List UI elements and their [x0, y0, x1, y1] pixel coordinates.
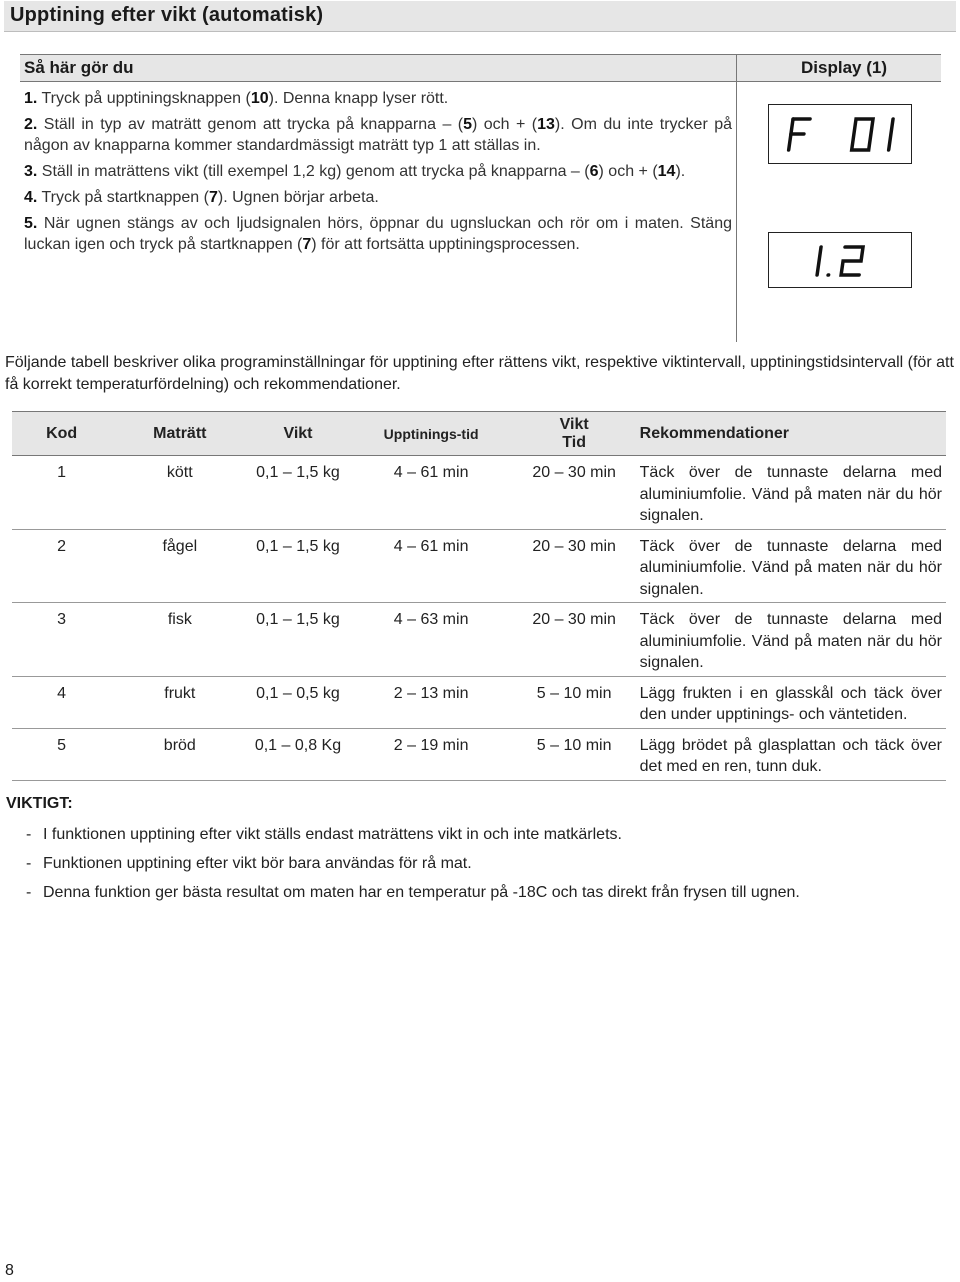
steps-header [20, 54, 941, 82]
cell-vikttid: 5 – 10 min [536, 736, 612, 754]
table-row [12, 603, 946, 677]
cell-matratt: bröd [163, 736, 196, 754]
note-item [26, 853, 956, 875]
cell-vikt: 0,1 – 1,5 kg [256, 537, 340, 555]
cell-matratt: fågel [162, 537, 198, 555]
cell-vikt: 0,1 – 1,5 kg [256, 464, 340, 481]
table-row [12, 676, 946, 728]
cell-upptiningstid: 2 – 13 min [393, 684, 469, 702]
steps-list [24, 88, 732, 260]
note-item [26, 824, 956, 846]
cell-rekommendation: Täck över de tunnaste delarna med aluminiumfolie. Vänd på maten när du hör signalen. [639, 464, 942, 524]
steps-header-left: Så här gör du [24, 58, 134, 77]
display-weight-segments [769, 233, 911, 287]
cell-upptiningstid: 2 – 19 min [393, 736, 469, 754]
steps-header-right: Display (1) [801, 58, 887, 77]
step-1: 1. Tryck på upptiningsknappen (10). Denna knapp lyser rött. [24, 90, 449, 107]
important-label: VIKTIGT: [6, 795, 73, 812]
program-table [12, 411, 946, 781]
display-f01 [768, 104, 912, 164]
display-f01-segments [769, 105, 911, 163]
table-header-row [12, 412, 946, 456]
table-row [12, 456, 946, 530]
cell-matratt: fisk [167, 611, 192, 628]
cell-vikt: 0,1 – 0,5 kg [256, 684, 340, 702]
page-number: 8 [5, 1262, 14, 1279]
cell-kod: 3 [57, 611, 67, 628]
header-vikt: Vikt [283, 424, 313, 442]
header-vikt-tid: Vikt Tid [559, 415, 589, 451]
cell-rekommendation: Lägg frukten i en glasskål och täck över den under upptinings- och väntetiden. [639, 684, 942, 723]
description: Följande tabell beskriver olika programinställningar för upptining efter rättens vikt, respektive viktintervall, upptiningstidsintervall (för att få korrekt temperaturfördelning) och rekommendationer. [5, 354, 954, 393]
cell-matratt: frukt [164, 684, 196, 702]
header-upptiningstid: Upptinings-tid [383, 425, 479, 442]
cell-rekommendation: Lägg brödet på glasplattan och täck över det med en ren, tunn duk. [639, 736, 942, 775]
step-3: 3. Ställ in maträttens vikt (till exempel 1,2 kg) genom att trycka på knapparna – (6) och + (14). [24, 163, 686, 180]
table-row [12, 728, 946, 780]
note-dash: - [26, 855, 32, 872]
cell-vikttid: 20 – 30 min [532, 464, 616, 481]
cell-upptiningstid: 4 – 63 min [393, 611, 469, 628]
header-kod: Kod [46, 424, 78, 442]
important-notes [26, 824, 956, 911]
note-item [26, 882, 956, 904]
cell-rekommendation: Täck över de tunnaste delarna med aluminiumfolie. Vänd på maten när du hör signalen. [639, 537, 942, 598]
cell-upptiningstid: 4 – 61 min [393, 537, 469, 555]
header-matratt: Maträtt [153, 424, 207, 442]
cell-kod: 5 [57, 736, 67, 754]
note-text: Denna funktion ger bästa resultat om maten har en temperatur på -18C och tas direkt från frysen till ugnen. [43, 884, 800, 901]
step-4: 4. Tryck på startknappen (7). Ugnen börjar arbeta. [24, 189, 379, 206]
cell-matratt: kött [166, 464, 193, 481]
display-weight [768, 232, 912, 288]
title-bar [4, 1, 956, 32]
cell-kod: 4 [57, 684, 67, 702]
cell-rekommendation: Täck över de tunnaste delarna med aluminiumfolie. Vänd på maten när du hör signalen. [639, 611, 942, 671]
page-title: Upptining efter vikt (automatisk) [10, 4, 324, 26]
cell-kod: 2 [57, 537, 67, 555]
table-row [12, 529, 946, 603]
cell-vikttid: 5 – 10 min [536, 684, 612, 702]
steps-box [20, 54, 941, 342]
cell-vikttid: 20 – 30 min [532, 537, 616, 555]
steps-divider [736, 54, 737, 342]
note-text: Funktionen upptining efter vikt bör bara användas för rå mat. [43, 855, 472, 872]
header-rekommendationer: Rekommendationer [639, 424, 790, 442]
cell-kod: 1 [57, 464, 67, 481]
cell-vikttid: 20 – 30 min [532, 611, 616, 628]
step-2: 2. Ställ in typ av maträtt genom att trycka på knapparna – (5) och + (13). Om du inte trycker på någon av knapparna kommer standardmässigt maträtt typ 1 att ställas in. [24, 116, 733, 154]
note-dash: - [26, 826, 32, 843]
note-dash: - [26, 884, 32, 901]
cell-vikt: 0,1 – 0,8 Kg [254, 736, 342, 754]
note-text: I funktionen upptining efter vikt ställs endast maträttens vikt in och inte matkärlets. [43, 826, 622, 843]
cell-vikt: 0,1 – 1,5 kg [256, 611, 340, 628]
cell-upptiningstid: 4 – 61 min [393, 464, 469, 481]
step-5: 5. När ugnen stängs av och ljudsignalen hörs, öppnar du ugnsluckan och rör om i maten. Stäng luckan igen och tryck på startknappen (7) för att fortsätta upptiningsprocessen. [24, 215, 732, 253]
